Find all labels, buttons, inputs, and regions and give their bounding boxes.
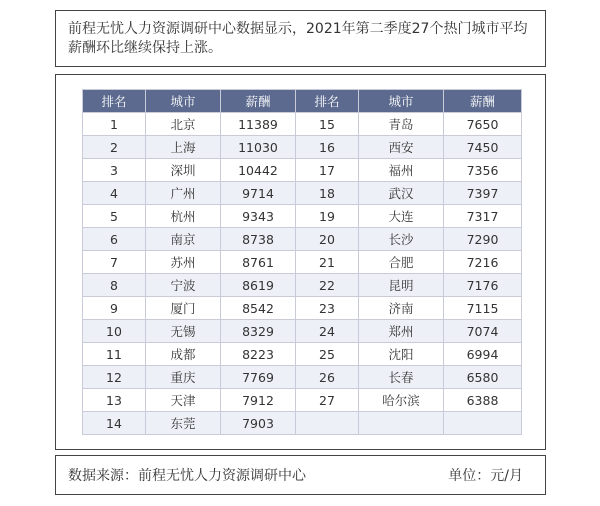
left-city-cell: 无锡 xyxy=(146,320,221,343)
right-rank-cell: 19 xyxy=(296,205,359,228)
right-rank-cell: 26 xyxy=(296,366,359,389)
right-city-cell: 青岛 xyxy=(359,113,444,136)
left-rank-cell: 10 xyxy=(83,320,146,343)
table-row xyxy=(83,320,522,343)
right-salary-cell: 7216 xyxy=(444,251,522,274)
left-rank-cell: 7 xyxy=(83,251,146,274)
salary-ranking-table xyxy=(82,89,522,435)
left-salary-cell: 8542 xyxy=(221,297,296,320)
left-salary-cell: 8329 xyxy=(221,320,296,343)
left-salary-cell: 8223 xyxy=(221,343,296,366)
left-rank-cell: 3 xyxy=(83,159,146,182)
left-salary-cell: 10442 xyxy=(221,159,296,182)
right-city-cell: 沈阳 xyxy=(359,343,444,366)
table-row xyxy=(83,366,522,389)
header-rank-right: 排名 xyxy=(296,90,359,113)
left-salary-cell: 7769 xyxy=(221,366,296,389)
footer-box xyxy=(55,455,546,495)
left-city-cell: 深圳 xyxy=(146,159,221,182)
salary-table-frame xyxy=(55,74,546,450)
left-rank-cell: 5 xyxy=(83,205,146,228)
table-row xyxy=(83,159,522,182)
right-city-cell: 长沙 xyxy=(359,228,444,251)
right-rank-cell: 21 xyxy=(296,251,359,274)
table-row xyxy=(83,205,522,228)
right-city-cell: 福州 xyxy=(359,159,444,182)
left-city-cell: 北京 xyxy=(146,113,221,136)
headline-text: 前程无忧人力资源调研中心数据显示，2021年第二季度27个热门城市平均薪酬环比继续保持上涨。 xyxy=(68,21,528,56)
right-city-cell: 哈尔滨 xyxy=(359,389,444,412)
right-city-cell: 昆明 xyxy=(359,274,444,297)
right-salary-cell: 7317 xyxy=(444,205,522,228)
right-salary-cell: 7115 xyxy=(444,297,522,320)
table-row xyxy=(83,343,522,366)
left-rank-cell: 1 xyxy=(83,113,146,136)
right-salary-cell: 6994 xyxy=(444,343,522,366)
table-header-row xyxy=(83,90,522,113)
right-rank-cell: 22 xyxy=(296,274,359,297)
right-city-cell: 合肥 xyxy=(359,251,444,274)
right-rank-cell: 16 xyxy=(296,136,359,159)
table-row xyxy=(83,113,522,136)
right-rank-cell: 15 xyxy=(296,113,359,136)
left-rank-cell: 9 xyxy=(83,297,146,320)
left-salary-cell: 11030 xyxy=(221,136,296,159)
table-row xyxy=(83,251,522,274)
right-salary-cell: 7397 xyxy=(444,182,522,205)
left-rank-cell: 2 xyxy=(83,136,146,159)
right-salary-cell: 7450 xyxy=(444,136,522,159)
left-rank-cell: 8 xyxy=(83,274,146,297)
table-row xyxy=(83,297,522,320)
left-city-cell: 南京 xyxy=(146,228,221,251)
left-rank-cell: 11 xyxy=(83,343,146,366)
left-city-cell: 天津 xyxy=(146,389,221,412)
right-salary-cell: 7290 xyxy=(444,228,522,251)
right-salary-cell: 7074 xyxy=(444,320,522,343)
header-city-right: 城市 xyxy=(359,90,444,113)
data-source-text: 数据来源：前程无忧人力资源调研中心 xyxy=(68,468,306,484)
right-city-cell: 大连 xyxy=(359,205,444,228)
table-row xyxy=(83,389,522,412)
left-city-cell: 广州 xyxy=(146,182,221,205)
left-rank-cell: 14 xyxy=(83,412,146,435)
left-rank-cell: 4 xyxy=(83,182,146,205)
table-row xyxy=(83,228,522,251)
left-rank-cell: 13 xyxy=(83,389,146,412)
table-row xyxy=(83,182,522,205)
right-city-cell: 武汉 xyxy=(359,182,444,205)
left-rank-cell: 12 xyxy=(83,366,146,389)
left-salary-cell: 7912 xyxy=(221,389,296,412)
left-salary-cell: 7903 xyxy=(221,412,296,435)
unit-text: 单位：元/月 xyxy=(448,468,523,484)
left-rank-cell: 6 xyxy=(83,228,146,251)
right-rank-cell: 17 xyxy=(296,159,359,182)
right-city-cell: 郑州 xyxy=(359,320,444,343)
right-salary-cell: 6388 xyxy=(444,389,522,412)
right-salary-cell: 7176 xyxy=(444,274,522,297)
right-rank-cell: 18 xyxy=(296,182,359,205)
right-rank-cell: 20 xyxy=(296,228,359,251)
right-city-cell: 济南 xyxy=(359,297,444,320)
left-city-cell: 杭州 xyxy=(146,205,221,228)
left-city-cell: 苏州 xyxy=(146,251,221,274)
left-city-cell: 厦门 xyxy=(146,297,221,320)
header-salary-left: 薪酬 xyxy=(221,90,296,113)
left-salary-cell: 8761 xyxy=(221,251,296,274)
table-row xyxy=(83,136,522,159)
right-rank-cell: 27 xyxy=(296,389,359,412)
right-city-cell: 西安 xyxy=(359,136,444,159)
left-city-cell: 上海 xyxy=(146,136,221,159)
left-salary-cell: 9714 xyxy=(221,182,296,205)
left-city-cell: 重庆 xyxy=(146,366,221,389)
headline-box xyxy=(55,10,546,67)
right-rank-cell: 25 xyxy=(296,343,359,366)
left-city-cell: 成都 xyxy=(146,343,221,366)
right-salary-cell: 7650 xyxy=(444,113,522,136)
table-row xyxy=(83,412,522,435)
table-row xyxy=(83,274,522,297)
right-city-cell xyxy=(359,412,444,435)
right-salary-cell xyxy=(444,412,522,435)
left-salary-cell: 9343 xyxy=(221,205,296,228)
right-rank-cell: 23 xyxy=(296,297,359,320)
header-city-left: 城市 xyxy=(146,90,221,113)
header-salary-right: 薪酬 xyxy=(444,90,522,113)
left-salary-cell: 8738 xyxy=(221,228,296,251)
left-city-cell: 东莞 xyxy=(146,412,221,435)
left-city-cell: 宁波 xyxy=(146,274,221,297)
header-rank-left: 排名 xyxy=(83,90,146,113)
left-salary-cell: 11389 xyxy=(221,113,296,136)
right-rank-cell: 24 xyxy=(296,320,359,343)
right-rank-cell xyxy=(296,412,359,435)
right-salary-cell: 6580 xyxy=(444,366,522,389)
right-salary-cell: 7356 xyxy=(444,159,522,182)
left-salary-cell: 8619 xyxy=(221,274,296,297)
table-body xyxy=(83,113,522,435)
right-city-cell: 长春 xyxy=(359,366,444,389)
